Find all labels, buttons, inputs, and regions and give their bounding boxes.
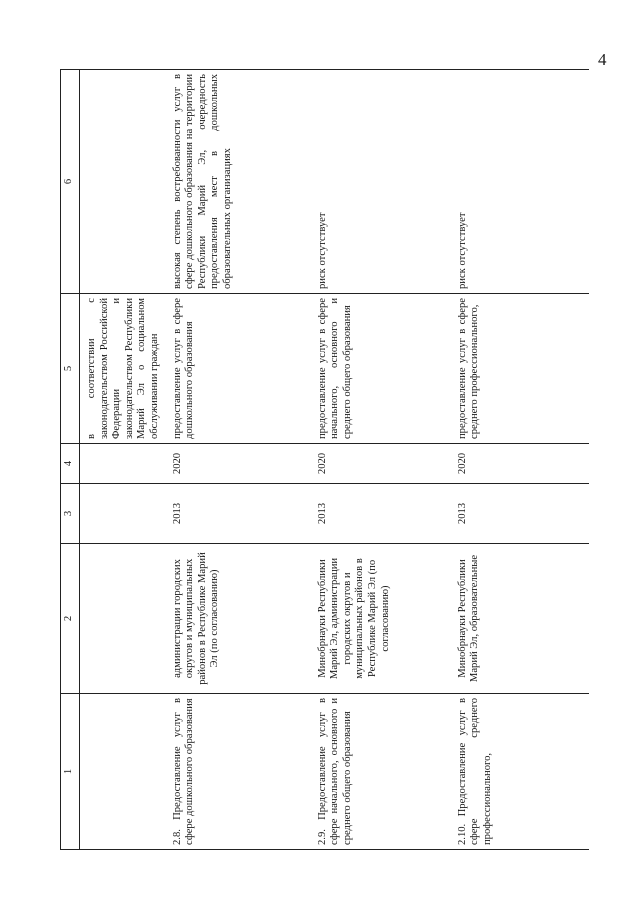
table-row	[309, 70, 449, 850]
start-year-cell: 2013	[164, 484, 309, 544]
table-header-row	[61, 70, 80, 850]
expected-result-cell: предоставление услуг в сфере среднего профессионального,	[449, 294, 589, 444]
start-year-cell: 2013	[449, 484, 589, 544]
measure-name-cell: 2.10. Предоставление услуг в сфере среднего профессионального,	[449, 694, 589, 850]
start-year-cell	[80, 484, 164, 544]
executor-cell	[80, 544, 164, 694]
start-year-cell: 2013	[309, 484, 449, 544]
risk-cell: риск отсутствует	[309, 70, 449, 294]
table-row	[449, 70, 589, 850]
expected-result-cell: предоставление услуг в сфере дошкольного образования	[164, 294, 309, 444]
end-year-cell: 2020	[449, 444, 589, 484]
risk-cell	[80, 70, 164, 294]
executor-cell: Минобрнауки Республики Марий Эл, администрации городских округов и муниципальных районов в Республике Марий Эл (по согласованию)	[309, 544, 449, 694]
end-year-cell	[80, 444, 164, 484]
measures-table	[60, 69, 589, 850]
table-row	[164, 70, 309, 850]
column-number-3: 3	[61, 484, 80, 544]
executor-cell: Минобрнауки Республики Марий Эл, образовательные	[449, 544, 589, 694]
end-year-cell: 2020	[309, 444, 449, 484]
measure-name-cell: 2.8. Предоставление услуг в сфере дошкольного образования	[164, 694, 309, 850]
measure-name-cell	[80, 694, 164, 850]
column-number-5: 5	[61, 294, 80, 444]
expected-result-cell: в соответствии с законодательством Российской Федерации и законодательством Республики Марий Эл о социальном обслуживании граждан	[80, 294, 164, 444]
risk-cell: риск отсутствует	[449, 70, 589, 294]
column-number-2: 2	[61, 544, 80, 694]
column-number-6: 6	[61, 70, 80, 294]
end-year-cell: 2020	[164, 444, 309, 484]
column-number-1: 1	[61, 694, 80, 850]
rotated-table-container	[60, 70, 580, 850]
expected-result-cell: предоставление услуг в сфере начального, основного и среднего общего образования	[309, 294, 449, 444]
column-number-4: 4	[61, 444, 80, 484]
risk-cell: высокая степень востребованности услуг в сфере дошкольного образования на территории Республики Марий Эл, очередность предоставления мест в дошкольных образовательных организациях	[164, 70, 309, 294]
page-number: 4	[598, 50, 607, 69]
table-row	[80, 70, 164, 850]
measure-name-cell: 2.9. Предоставление услуг в сфере начального, основного и среднего общего образования	[309, 694, 449, 850]
executor-cell: администрации городских округов и муниципальных районов в Республике Марий Эл (по согласованию)	[164, 544, 309, 694]
